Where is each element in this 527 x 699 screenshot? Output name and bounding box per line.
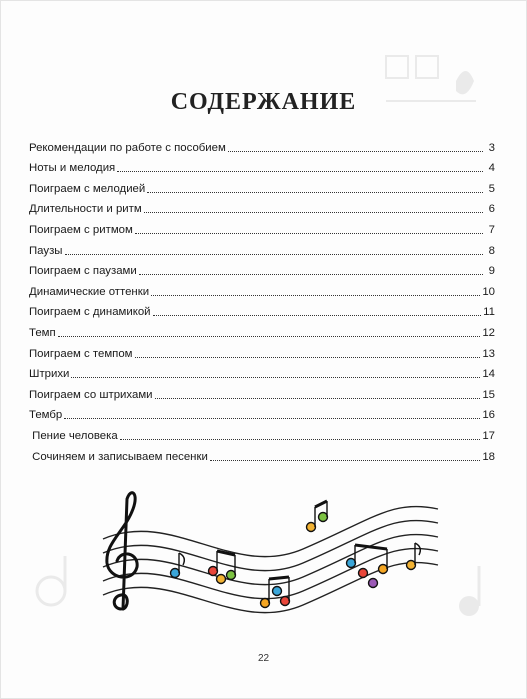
toc-leader-dots	[71, 377, 480, 378]
toc-leader-dots	[64, 418, 480, 419]
toc-row[interactable]	[29, 443, 495, 464]
toc-page-number: 5	[488, 182, 495, 195]
toc-page-number: 10	[482, 285, 495, 298]
staff-lines	[103, 506, 438, 612]
toc-leader-dots	[228, 151, 483, 152]
toc-page-number: 7	[488, 223, 495, 236]
toc-label: Тембр	[29, 409, 63, 422]
beamed-notes-icon	[261, 577, 290, 608]
toc-label: Пение человека	[29, 429, 118, 442]
toc-row[interactable]	[29, 278, 495, 299]
page-number: 22	[257, 653, 270, 664]
toc-leader-dots	[139, 274, 483, 275]
toc-leader-dots	[144, 212, 483, 213]
toc-row[interactable]	[29, 175, 495, 196]
toc-row[interactable]	[29, 134, 495, 155]
toc-page-number: 6	[488, 203, 495, 216]
toc-page-number: 8	[488, 244, 495, 257]
toc-label: Длительности и ритм	[29, 203, 142, 216]
toc-leader-dots	[153, 315, 482, 316]
toc-page-number: 4	[488, 162, 495, 175]
toc-label: Ноты и мелодия	[29, 162, 116, 175]
toc-label: Поиграем с темпом	[29, 347, 133, 360]
toc-row[interactable]	[29, 196, 495, 217]
music-staff-illustration	[93, 479, 443, 629]
beamed-notes-icon	[307, 501, 328, 532]
table-of-contents	[29, 134, 495, 464]
toc-label: Сочиняем и записываем песенки	[29, 450, 208, 463]
toc-page-number: 3	[488, 141, 495, 154]
toc-label: Темп	[29, 326, 56, 339]
toc-leader-dots	[58, 336, 481, 337]
toc-page-number: 13	[482, 347, 495, 360]
toc-row[interactable]	[29, 381, 495, 402]
faint-music-decor-icon	[381, 41, 481, 131]
toc-row[interactable]	[29, 258, 495, 279]
toc-row[interactable]	[29, 299, 495, 320]
toc-label: Штрихи	[29, 368, 70, 381]
toc-page-number: 16	[482, 409, 495, 422]
toc-label: Рекомендации по работе с пособием	[29, 141, 226, 154]
toc-page-number: 17	[482, 429, 495, 442]
toc-page-number: 9	[488, 265, 495, 278]
toc-page-number: 18	[482, 450, 495, 463]
toc-row[interactable]	[29, 422, 495, 443]
toc-page-number: 14	[482, 368, 495, 381]
beamed-notes-icon	[209, 551, 236, 584]
faint-clef-decor-icon	[31, 551, 91, 631]
toc-leader-dots	[147, 192, 483, 193]
toc-page-number: 11	[483, 306, 495, 319]
toc-label: Поиграем с динамикой	[29, 306, 151, 319]
toc-label: Паузы	[29, 244, 63, 257]
page-title: СОДЕРЖАНИЕ	[170, 89, 357, 115]
toc-row[interactable]	[29, 216, 495, 237]
toc-leader-dots	[117, 171, 483, 172]
toc-page-number: 12	[482, 326, 495, 339]
beamed-notes-icon	[347, 545, 388, 588]
toc-row[interactable]	[29, 237, 495, 258]
toc-leader-dots	[155, 398, 481, 399]
toc-row[interactable]	[29, 361, 495, 382]
note-icon	[407, 543, 421, 570]
toc-row[interactable]	[29, 340, 495, 361]
toc-label: Динамические оттенки	[29, 285, 150, 298]
toc-row[interactable]	[29, 155, 495, 176]
toc-label: Поиграем со штрихами	[29, 388, 153, 401]
toc-leader-dots	[65, 254, 484, 255]
toc-label: Поиграем с паузами	[29, 265, 137, 278]
toc-leader-dots	[151, 295, 480, 296]
toc-label: Поиграем с ритмом	[29, 223, 133, 236]
toc-leader-dots	[135, 233, 483, 234]
toc-leader-dots	[120, 439, 481, 440]
toc-leader-dots	[135, 357, 481, 358]
toc-page-number: 15	[482, 388, 495, 401]
toc-row[interactable]	[29, 402, 495, 423]
toc-row[interactable]	[29, 319, 495, 340]
toc-leader-dots	[210, 460, 481, 461]
faint-note-decor-icon	[451, 561, 501, 621]
toc-label: Поиграем с мелодией	[29, 182, 146, 195]
